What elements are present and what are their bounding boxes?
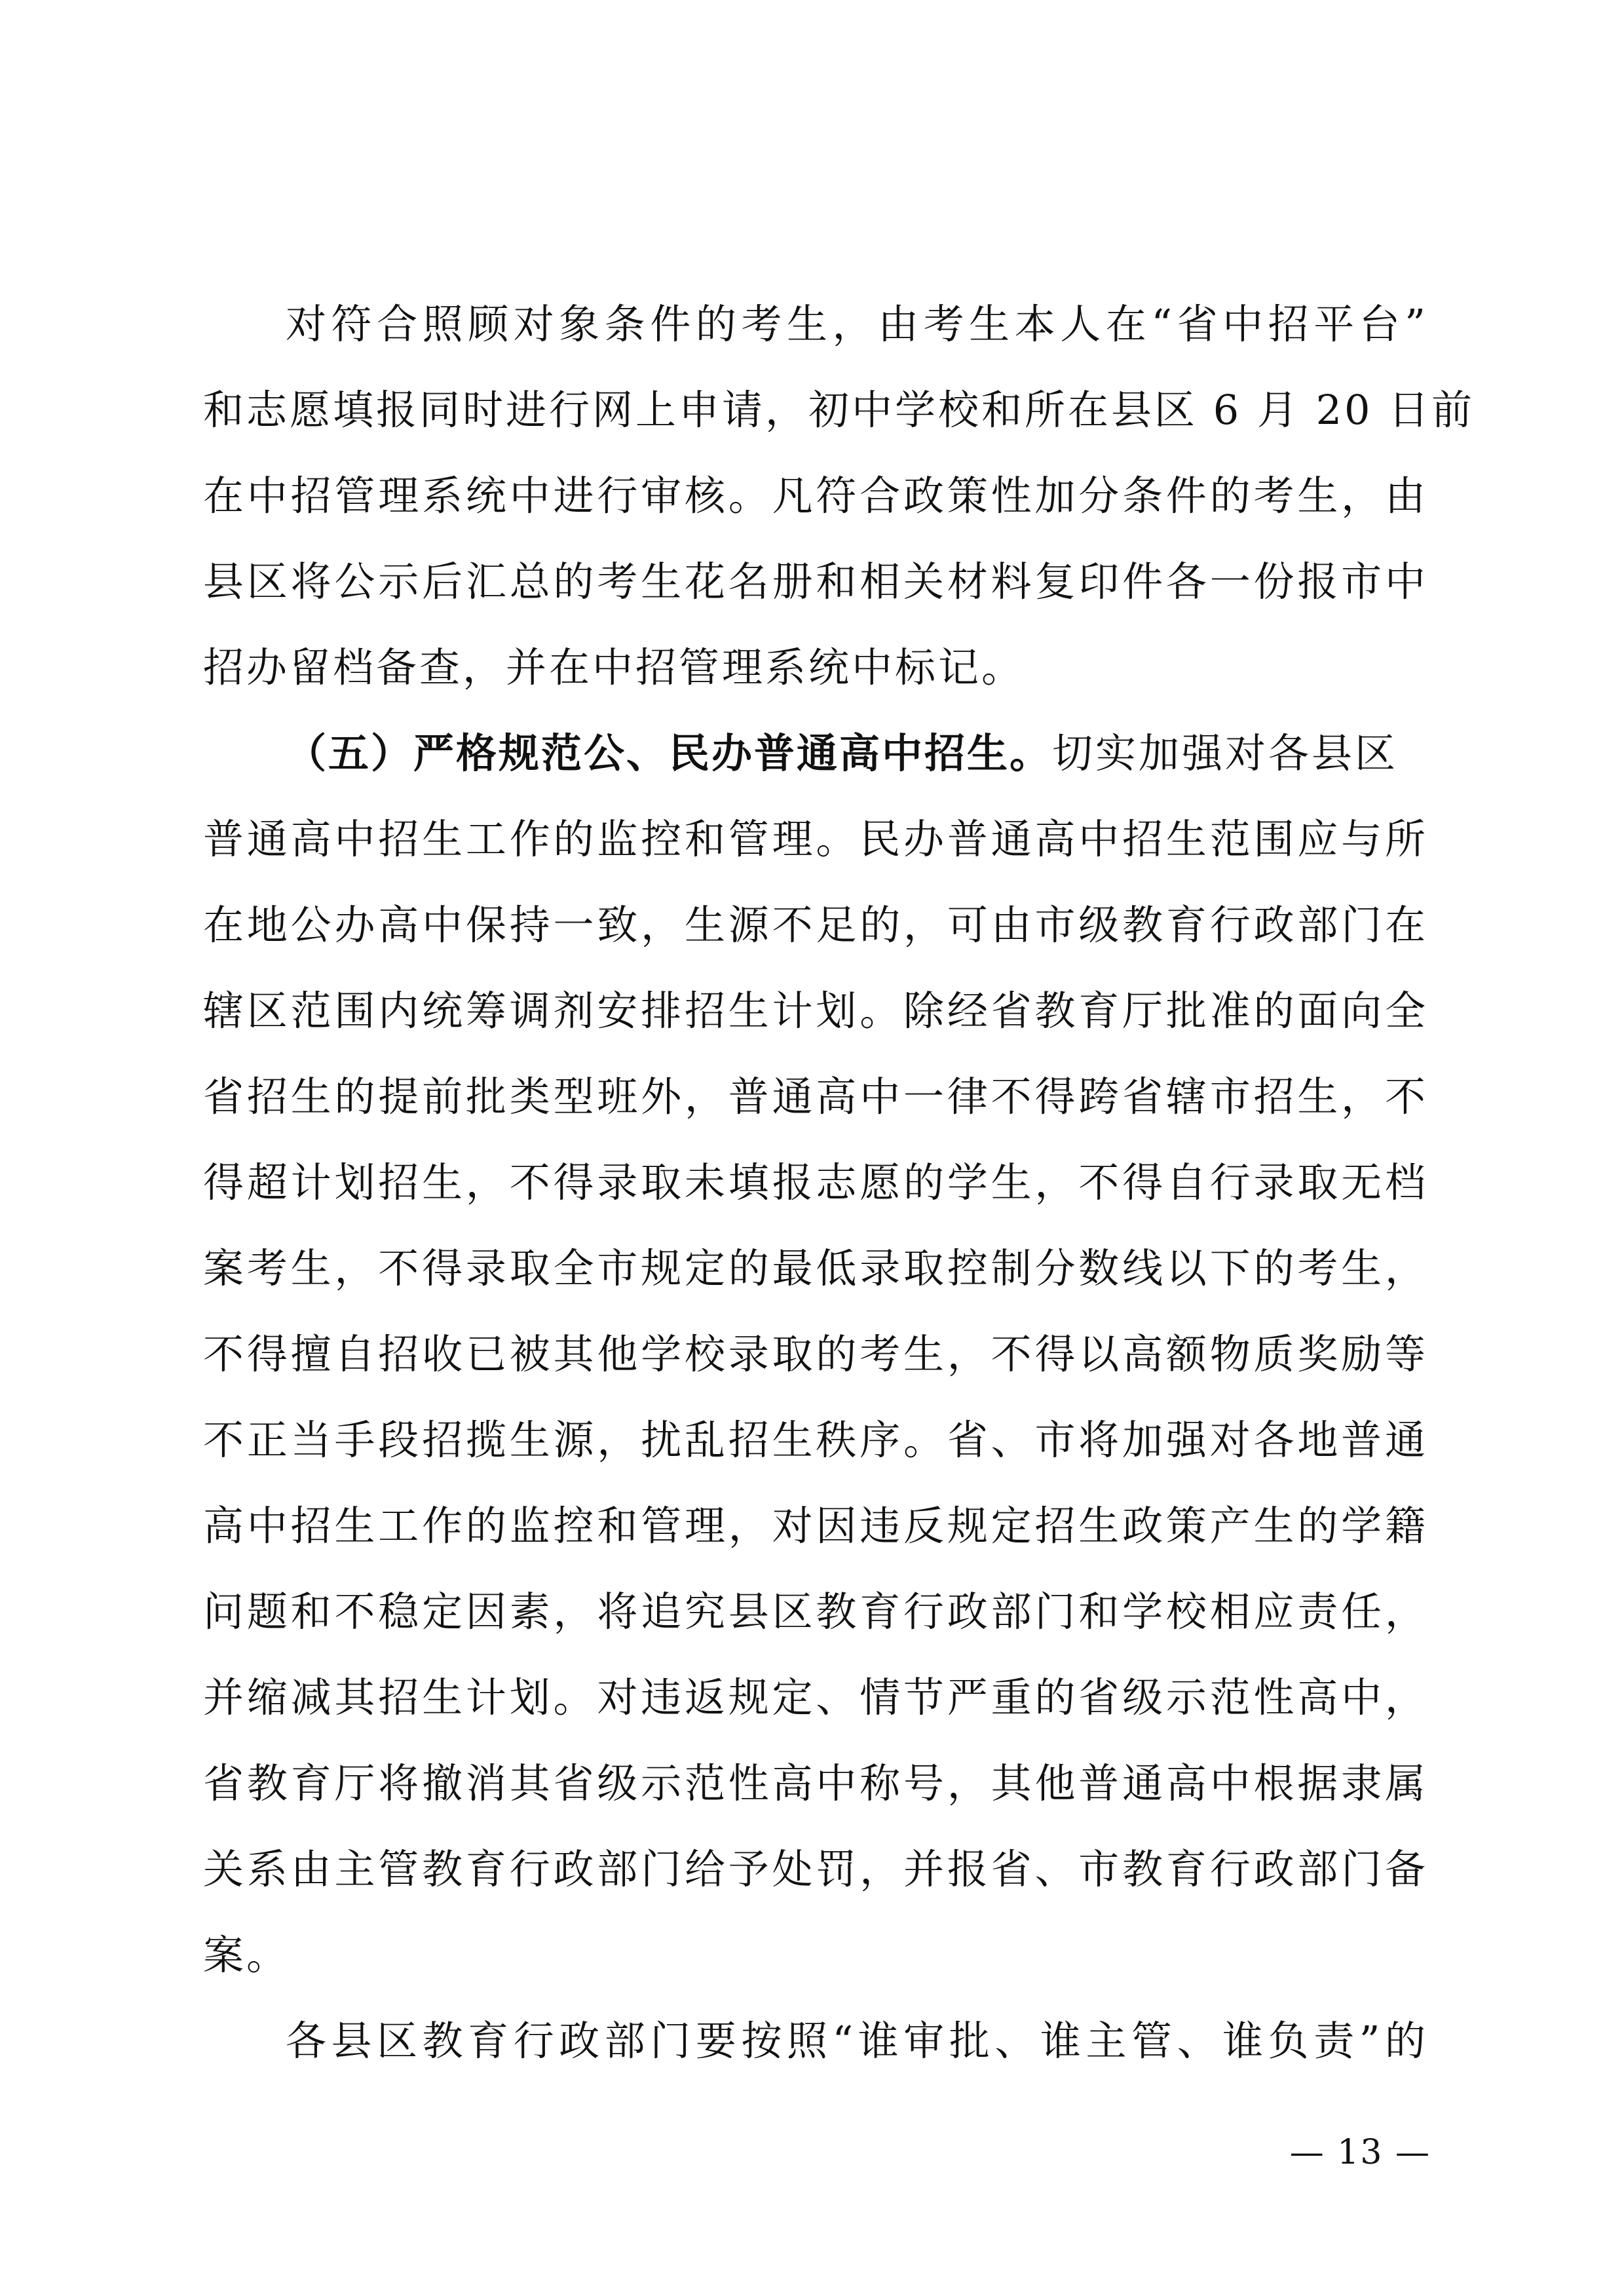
paragraph-1-line-3: 在中招管理系统中进行审核。凡符合政策性加分条件的考生，由 [203,472,1428,520]
paragraph-2-line-5: 省招生的提前批类型班外，普通高中一律不得跨省辖市招生，不 [203,1073,1428,1120]
page-number: — 13 — [1289,2133,1431,2172]
paragraph-1-line-2: 和志愿填报同时进行网上申请，初中学校和所在县区 6 月 20 日前 [203,386,1475,434]
paragraph-2-line-14: 关系由主管教育行政部门给予处罚，并报省、市教育行政部门备 [203,1845,1428,1893]
paragraph-2-line-7: 案考生，不得录取全市规定的最低录取控制分数线以下的考生， [203,1244,1428,1292]
paragraph-2-line-2: 普通高中招生工作的监控和管理。民办普通高中招生范围应与所 [203,815,1428,863]
paragraph-2-line-6: 得超计划招生，不得录取未填报志愿的学生，不得自行录取无档 [203,1158,1428,1206]
paragraph-2-line-1 [286,708,1428,799]
paragraph-2-line-13: 省教育厅将撤消其省级示范性高中称号，其他普通高中根据隶属 [203,1759,1428,1807]
paragraph-2-line-10: 高中招生工作的监控和管理，对因违反规定招生政策产生的学籍 [203,1502,1428,1550]
paragraph-2-first-line-rest: 切实加强对各县区 [1052,729,1399,777]
paragraph-2-line-11: 问题和不稳定因素，将追究县区教育行政部门和学校相应责任， [203,1588,1428,1636]
paragraph-2-line-4: 辖区范围内统筹调剂安排招生计划。除经省教育厅批准的面向全 [203,987,1428,1035]
paragraph-1-line-5: 招办留档备查，并在中招管理系统中标记。 [203,643,1025,691]
paragraph-2-line-3: 在地公办高中保持一致，生源不足的，可由市级教育行政部门在 [203,901,1428,949]
section-heading: （五）严格规范公、民办普通高中招生。 [286,729,1053,777]
paragraph-3-line-1: 各县区教育行政部门要按照“谁审批、谁主管、谁负责”的 [286,2017,1428,2065]
paragraph-2-line-8: 不得擅自招收已被其他学校录取的考生，不得以高额物质奖励等 [203,1330,1428,1378]
paragraph-1-line-1: 对符合照顾对象条件的考生，由考生本人在“省中招平台” [286,300,1428,348]
paragraph-2-line-15: 案。 [203,1931,290,1979]
paragraph-2-line-9: 不正当手段招揽生源，扰乱招生秩序。省、市将加强对各地普通 [203,1416,1428,1464]
paragraph-1-line-4: 县区将公示后汇总的考生花名册和相关材料复印件各一份报市中 [203,558,1428,605]
paragraph-2-line-12: 并缩减其招生计划。对违返规定、情节严重的省级示范性高中， [203,1674,1428,1721]
